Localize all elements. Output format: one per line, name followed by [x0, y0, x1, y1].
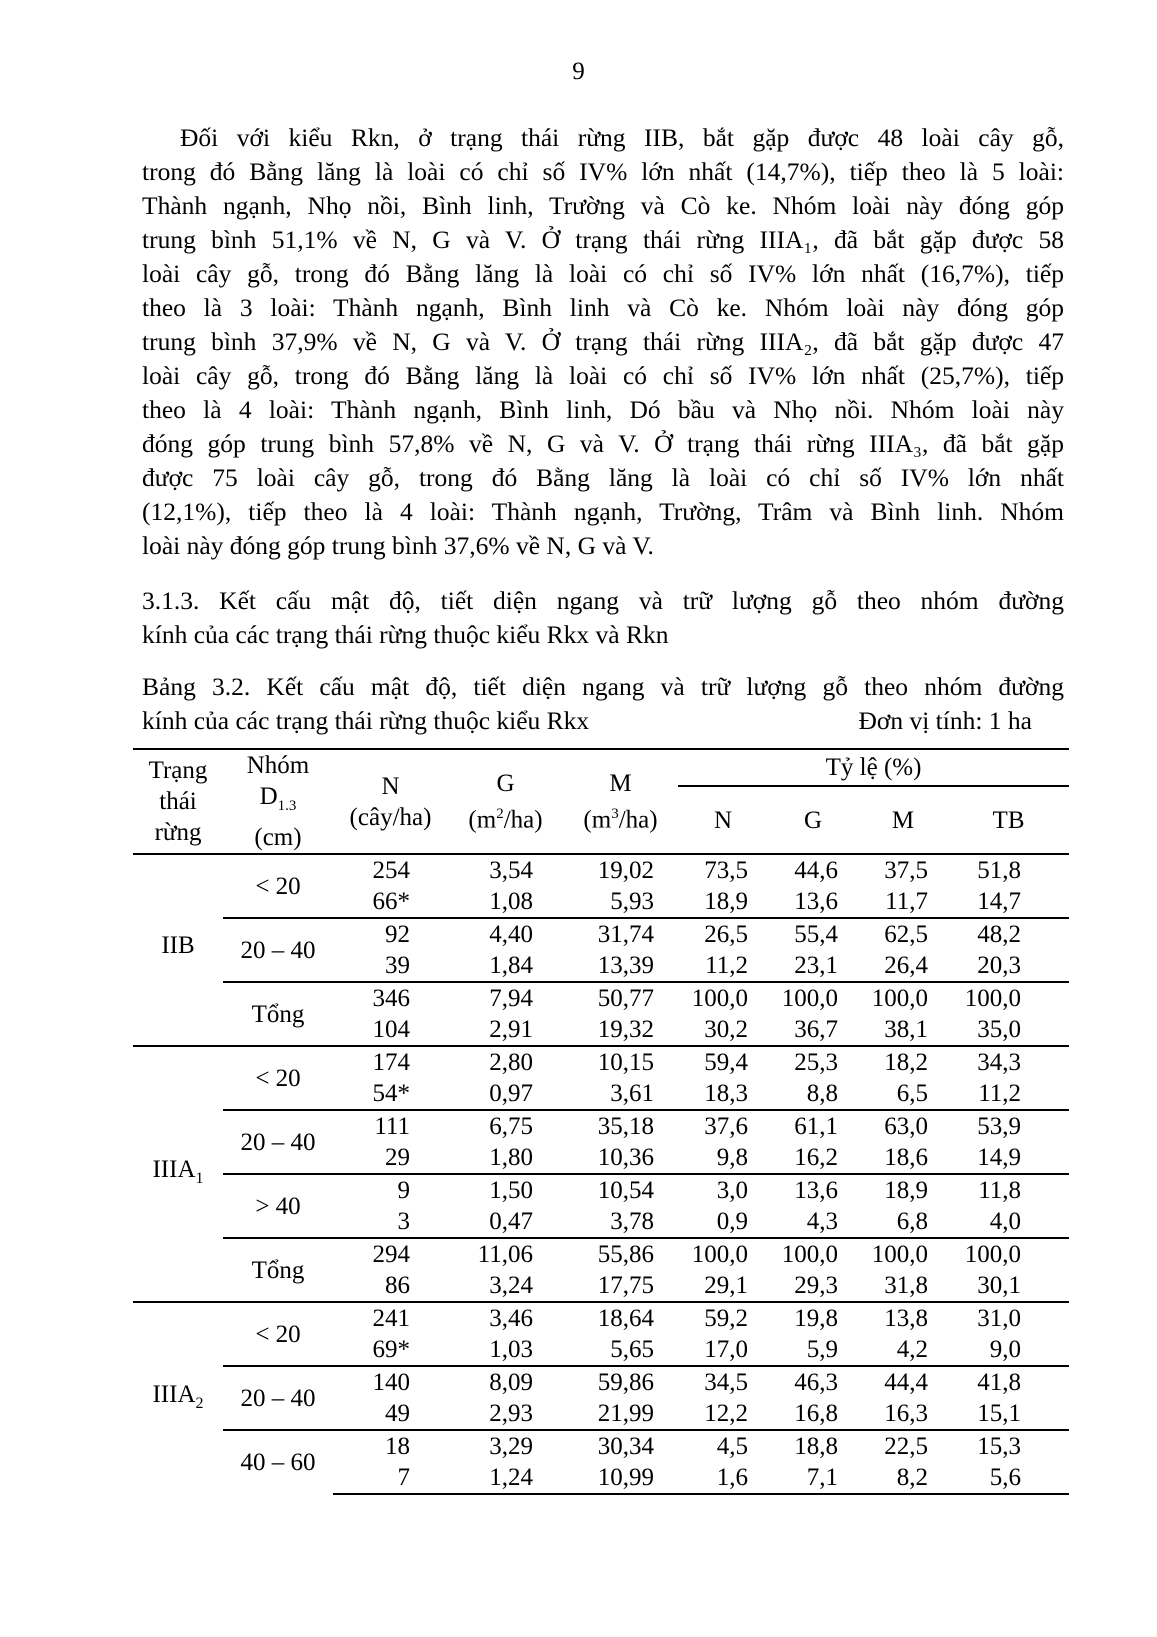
- paragraph-line: loài cây gỗ, trong đó Bằng lăng là loài có chỉ số IV% lớn nhất (16,7%), tiếp: [142, 259, 1064, 288]
- table-cell: 10,99: [563, 1462, 678, 1494]
- table-cell: 6,5: [896, 1080, 928, 1107]
- table-cell: 12,2: [704, 1400, 748, 1427]
- table-cell: 35,0: [977, 1016, 1022, 1043]
- table-cell: 66*: [372, 888, 410, 915]
- table-cell: 4,0: [989, 1208, 1022, 1235]
- table-cell: 140: [333, 1366, 448, 1398]
- table-cell: 5,6: [948, 1462, 1069, 1494]
- table-cell: 13,8: [858, 1302, 948, 1334]
- body-paragraph: [142, 121, 1064, 563]
- table-cell: 254: [372, 857, 410, 884]
- table-cell: 14,7: [977, 888, 1022, 915]
- table-row: [133, 854, 1069, 886]
- table-header: [133, 749, 1069, 854]
- table-cell: 0,47: [489, 1208, 533, 1235]
- table-row: [133, 982, 1069, 1014]
- table-cell: 39: [385, 952, 410, 979]
- table-cell: 37,5: [884, 857, 928, 884]
- table-row: [133, 1174, 1069, 1206]
- table-cell: 241: [333, 1302, 448, 1334]
- table-cell: 17,0: [704, 1336, 748, 1363]
- table-cell: 14,9: [977, 1144, 1022, 1171]
- group-label: > 40: [223, 1174, 333, 1238]
- paragraph-line: đóng góp trung bình 57,8% về N, G và V. Ở trạng thái rừng IIIA₃, đã bắt gặp: [142, 429, 1064, 458]
- table-cell: 48,2: [948, 918, 1069, 950]
- table-cell: 31,74: [563, 918, 678, 950]
- table-row: [133, 1046, 1069, 1078]
- table-cell: 3,46: [448, 1302, 563, 1334]
- table-cell: 26,5: [678, 918, 768, 950]
- table-cell: 13,6: [768, 1174, 858, 1206]
- table-cell: 73,5: [704, 857, 748, 884]
- table-cell: 16,3: [884, 1400, 928, 1427]
- table-cell: 3,0: [678, 1174, 768, 1206]
- group-label: 40 – 60: [223, 1430, 333, 1494]
- header-ratio-tb: TB: [948, 786, 1069, 854]
- table-cell: 3,24: [489, 1272, 533, 1299]
- table-row: [133, 1302, 1069, 1334]
- table-caption-line: [142, 704, 1064, 738]
- table-cell: 26,4: [884, 952, 928, 979]
- section-heading-line: kính của các trạng thái rừng thuộc kiểu Rkx và Rkn: [142, 620, 669, 649]
- table-cell: 34,3: [948, 1046, 1069, 1078]
- table-row: [133, 1430, 1069, 1462]
- table-cell: 1,84: [489, 952, 533, 979]
- table-cell: 4,5: [678, 1430, 768, 1462]
- header-n: N (cây/ha): [333, 749, 448, 854]
- data-table: [133, 748, 1069, 1495]
- paragraph-line: loài này đóng góp trung bình 37,6% về N, G và V.: [142, 531, 654, 560]
- table-cell: 6,8: [896, 1208, 928, 1235]
- table-caption-text: kính của các trạng thái rừng thuộc kiểu Rkx: [142, 706, 590, 735]
- table-cell: 62,5: [858, 918, 948, 950]
- header-ratio: Tỷ lệ (%): [678, 749, 1069, 786]
- table-cell: 30,1: [977, 1272, 1022, 1299]
- table-cell: 7,94: [448, 982, 563, 1014]
- table-cell: 30,2: [704, 1016, 748, 1043]
- table-cell: 34,5: [678, 1366, 768, 1398]
- table-cell: 346: [333, 982, 448, 1014]
- table-cell: 3,78: [610, 1208, 654, 1235]
- table-cell: 104: [372, 1016, 410, 1043]
- table-cell: 3,29: [448, 1430, 563, 1462]
- table-cell: 100,0: [678, 1238, 768, 1270]
- table-cell: 11,2: [705, 952, 748, 979]
- group-label: 20 – 40: [223, 918, 333, 982]
- table-cell: 11,2: [978, 1080, 1022, 1107]
- table-cell: 2,80: [448, 1046, 563, 1078]
- header-group: Nhóm $D_{1.3}$ (cm): [223, 749, 333, 854]
- paragraph-line: (12,1%), tiếp theo là 4 loài: Thành ngạnh, Trường, Trâm và Bình linh. Nhóm: [142, 497, 1064, 526]
- table-cell: 19,8: [768, 1302, 858, 1334]
- table-cell: 31,0: [948, 1302, 1069, 1334]
- group-label: 20 – 40: [223, 1110, 333, 1174]
- table-cell: 8,09: [448, 1366, 563, 1398]
- table-cell: 50,77: [563, 982, 678, 1014]
- table-cell: 29,1: [704, 1272, 748, 1299]
- table-cell: 5,93: [610, 888, 654, 915]
- table-cell: 15,3: [948, 1430, 1069, 1462]
- table-cell: 174: [333, 1046, 448, 1078]
- table-row: [133, 1238, 1069, 1270]
- table-cell: 16,8: [794, 1400, 838, 1427]
- table-cell: 18: [333, 1430, 448, 1462]
- table-cell: 21,99: [597, 1400, 654, 1427]
- table-cell: 100,0: [678, 982, 768, 1014]
- paragraph-line: trung bình 37,9% về N, G và V. Ở trạng thái rừng IIIA₂, đã bắt gặp được 47: [142, 327, 1064, 356]
- table-cell: 1,6: [678, 1462, 768, 1494]
- table-cell: 16,2: [794, 1144, 838, 1171]
- table-cell: 61,1: [768, 1110, 858, 1142]
- table-cell: 100,0: [858, 1238, 948, 1270]
- table-cell: 18,9: [858, 1174, 948, 1206]
- table-cell: 29,3: [794, 1272, 838, 1299]
- table-cell: 29: [385, 1144, 410, 1171]
- table-cell: 46,3: [768, 1366, 858, 1398]
- group-label: Tổng: [223, 982, 333, 1046]
- header-ratio-n: N: [678, 786, 768, 854]
- section-heading: [142, 584, 1064, 652]
- table-cell: 1,50: [448, 1174, 563, 1206]
- table-caption: [142, 670, 1064, 738]
- header-ratio-m: M: [858, 786, 948, 854]
- table-row: [133, 918, 1069, 950]
- table-cell: 59,86: [563, 1366, 678, 1398]
- table-cell: 8,2: [858, 1462, 948, 1494]
- table-unit: Đơn vị tính: 1 ha: [858, 706, 1032, 735]
- table-cell: 63,0: [858, 1110, 948, 1142]
- table-cell: 36,7: [794, 1016, 838, 1043]
- table-cell: 3,54: [489, 857, 533, 884]
- table-cell: 17,75: [597, 1272, 654, 1299]
- state-name: $IIIA_2$: [133, 1302, 223, 1494]
- table-cell: 37,6: [678, 1110, 768, 1142]
- group-label: < 20: [223, 1046, 333, 1110]
- table-cell: 86: [385, 1272, 410, 1299]
- table-cell: 294: [333, 1238, 448, 1270]
- table-cell: 2,91: [489, 1016, 533, 1043]
- group-label: < 20: [255, 872, 301, 900]
- state-name: IIB: [161, 932, 195, 959]
- table-cell: 20,3: [977, 952, 1022, 979]
- table-row: [133, 1366, 1069, 1398]
- table-cell: 18,6: [884, 1144, 928, 1171]
- table-cell: 10,36: [597, 1144, 654, 1171]
- table-cell: 23,1: [794, 952, 838, 979]
- table-cell: 44,6: [794, 857, 838, 884]
- table-cell: 9,0: [989, 1336, 1022, 1363]
- table-cell: 8,8: [806, 1080, 838, 1107]
- state-name: $IIIA_1$: [133, 1046, 223, 1302]
- table-cell: 69*: [372, 1336, 410, 1363]
- paragraph-line: trung bình 51,1% về N, G và V. Ở trạng thái rừng IIIA₁, đã bắt gặp được 58: [142, 225, 1064, 254]
- table-cell: 25,3: [768, 1046, 858, 1078]
- table-cell: 15,1: [977, 1400, 1022, 1427]
- table-cell: 18,64: [563, 1302, 678, 1334]
- page-number: 9: [572, 58, 585, 85]
- table-cell: 1,03: [489, 1336, 533, 1363]
- group-label: < 20: [223, 1302, 333, 1366]
- group-label: Tổng: [223, 1238, 333, 1302]
- table-cell: 13,39: [597, 952, 654, 979]
- table-cell: 49: [385, 1400, 410, 1427]
- table-cell: 100,0: [768, 1238, 858, 1270]
- table-cell: 31,8: [884, 1272, 928, 1299]
- table-cell: 11,8: [948, 1174, 1069, 1206]
- table-cell: 7: [333, 1462, 448, 1494]
- table-cell: 9,8: [716, 1144, 748, 1171]
- table-cell: 0,97: [489, 1080, 533, 1107]
- table-cell: 100,0: [858, 982, 948, 1014]
- table-cell: 10,54: [563, 1174, 678, 1206]
- table-cell: 100,0: [948, 982, 1069, 1014]
- table-cell: 18,3: [704, 1080, 748, 1107]
- table-cell: 92: [333, 918, 448, 950]
- table-cell: 30,34: [563, 1430, 678, 1462]
- table-caption-line: Bảng 3.2. Kết cấu mật độ, tiết diện ngang và trữ lượng gỗ theo nhóm đường: [142, 672, 1064, 701]
- table-cell: 1,08: [489, 888, 533, 915]
- header-m: M $(m^3/ha)$: [563, 749, 678, 854]
- table-row: [133, 1110, 1069, 1142]
- table-cell: 55,4: [768, 918, 858, 950]
- table-cell: 54*: [372, 1080, 410, 1107]
- table-cell: 11,06: [448, 1238, 563, 1270]
- table-cell: 38,1: [884, 1016, 928, 1043]
- table-cell: 3,61: [610, 1080, 654, 1107]
- paragraph-line: Thành ngạnh, Nhọ nồi, Bình linh, Trường và Cò ke. Nhóm loài này đóng góp: [142, 191, 1064, 220]
- table-cell: 4,2: [896, 1336, 928, 1363]
- table-cell: 1,80: [489, 1144, 533, 1171]
- table-cell: 44,4: [858, 1366, 948, 1398]
- table-cell: 53,9: [948, 1110, 1069, 1142]
- table-cell: 6,75: [448, 1110, 563, 1142]
- table-cell: 18,9: [704, 888, 748, 915]
- table-cell: 35,18: [563, 1110, 678, 1142]
- table-cell: 4,3: [806, 1208, 838, 1235]
- paragraph-line: Đối với kiểu Rkn, ở trạng thái rừng IIB, bắt gặp được 48 loài cây gỗ,: [180, 123, 1064, 152]
- paragraph-line: trong đó Bằng lăng là loài có chỉ số IV% lớn nhất (14,7%), tiếp theo là 5 loài:: [142, 157, 1064, 186]
- table-cell: 41,8: [948, 1366, 1069, 1398]
- table-cell: 55,86: [563, 1238, 678, 1270]
- table-cell: 19,32: [597, 1016, 654, 1043]
- table-cell: 19,02: [597, 857, 654, 884]
- table-cell: 9: [333, 1174, 448, 1206]
- table-cell: 1,24: [448, 1462, 563, 1494]
- table-cell: 59,2: [678, 1302, 768, 1334]
- paragraph-line: loài cây gỗ, trong đó Bằng lăng là loài có chỉ số IV% lớn nhất (25,7%), tiếp: [142, 361, 1064, 390]
- header-g: G $(m^2/ha)$: [448, 749, 563, 854]
- table-cell: 10,15: [563, 1046, 678, 1078]
- table-cell: 0,9: [716, 1208, 748, 1235]
- table-cell: 13,6: [794, 888, 838, 915]
- paragraph-line: được 75 loài cây gỗ, trong đó Bằng lăng là loài có chỉ số IV% lớn nhất: [142, 463, 1064, 492]
- header-state: Trạng thái rừng: [133, 749, 223, 854]
- section-heading-line: 3.1.3. Kết cấu mật độ, tiết diện ngang và trữ lượng gỗ theo nhóm đường: [142, 586, 1064, 615]
- header-ratio-g: G: [768, 786, 858, 854]
- table-cell: 18,8: [768, 1430, 858, 1462]
- table-cell: 18,2: [858, 1046, 948, 1078]
- group-label: 20 – 40: [223, 1366, 333, 1430]
- table-cell: 5,65: [610, 1336, 654, 1363]
- table-cell: 4,40: [448, 918, 563, 950]
- table-cell: 22,5: [858, 1430, 948, 1462]
- table-cell: 100,0: [768, 982, 858, 1014]
- table-cell: 111: [333, 1110, 448, 1142]
- table-cell: 59,4: [678, 1046, 768, 1078]
- table-cell: 7,1: [768, 1462, 858, 1494]
- table-cell: 11,7: [885, 888, 928, 915]
- table-cell: 3: [397, 1208, 410, 1235]
- table-cell: 2,93: [489, 1400, 533, 1427]
- table-body: [133, 854, 1069, 1494]
- paragraph-line: theo là 3 loài: Thành ngạnh, Bình linh và Cò ke. Nhóm loài này đóng góp: [142, 293, 1064, 322]
- table-cell: 51,8: [977, 857, 1022, 884]
- table-cell: 5,9: [806, 1336, 838, 1363]
- paragraph-line: theo là 4 loài: Thành ngạnh, Bình linh, Dó bầu và Nhọ nồi. Nhóm loài này: [142, 395, 1064, 424]
- table-cell: 100,0: [948, 1238, 1069, 1270]
